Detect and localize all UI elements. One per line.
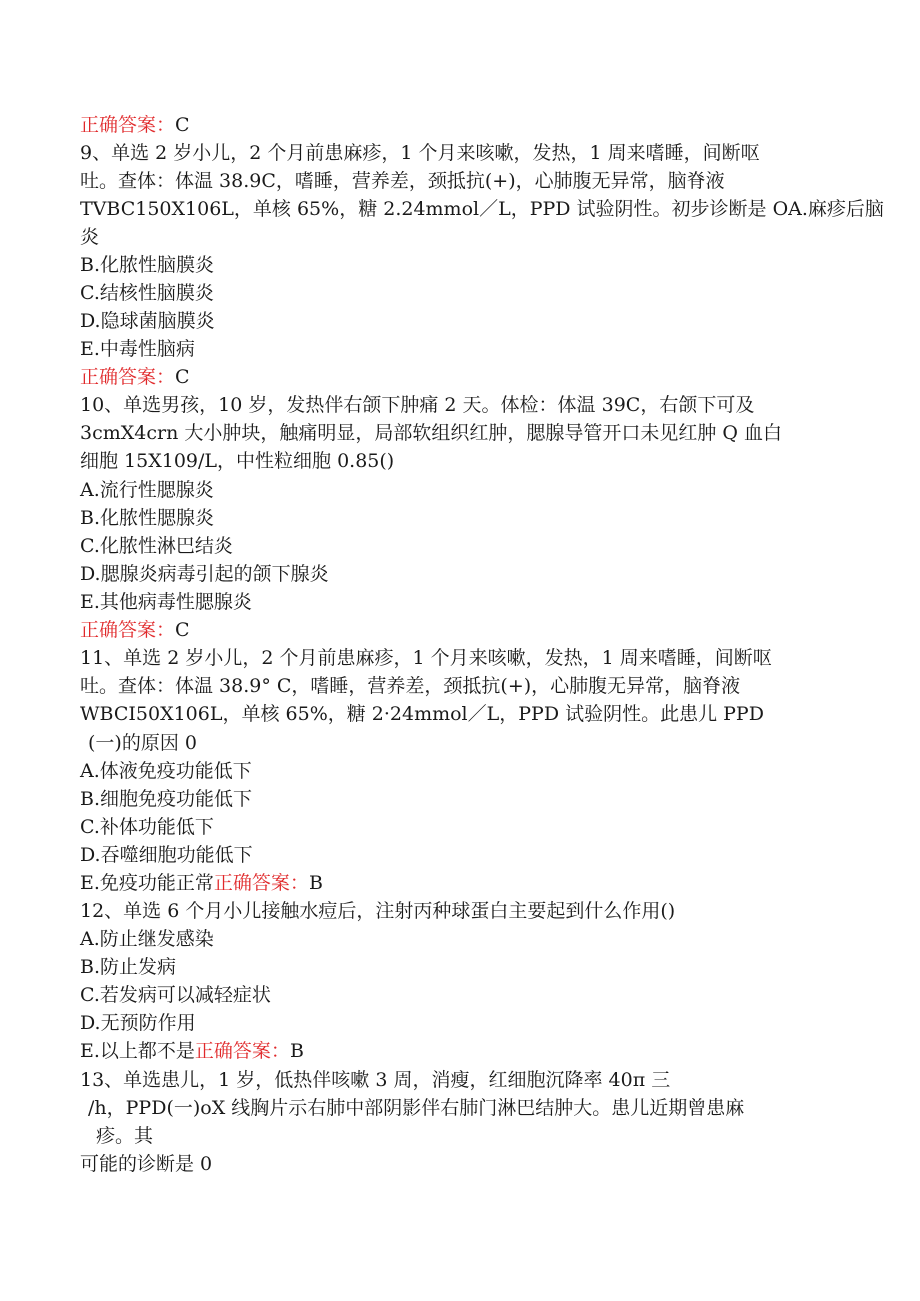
answer-value: B: [289, 1040, 304, 1062]
option-a: A.流行性腮腺炎: [80, 479, 214, 501]
answer-label: 正确答案：: [213, 872, 309, 894]
option-e: E.其他病毒性腮腺炎: [80, 591, 252, 613]
option-b: B.细胞免疫功能低下: [80, 788, 253, 810]
option-b: B.化脓性脑膜炎: [80, 254, 215, 276]
option-d: D.腮腺炎病毒引起的颌下腺炎: [80, 563, 329, 585]
option-b: B.防止发病: [80, 956, 177, 978]
answer-label: 正确答案：: [80, 366, 176, 388]
question-text: 细胞 15X109/L，中性粒细胞 0.85(): [80, 450, 395, 472]
question-text: 吐。查体：体温 38.9° C，嗜睡，营养差，颈抵抗(+)，心肺腹无异常，脑脊液: [80, 675, 741, 697]
option-d: D.隐球菌脑膜炎: [80, 310, 215, 332]
option-d: D.无预防作用: [80, 1012, 196, 1034]
question-text: 11、单选 2 岁小儿，2 个月前患麻疹，1 个月来咳嗽，发热，1 周来嗜睡，间断呕: [80, 647, 772, 669]
answer-label: 正确答案：: [80, 114, 176, 136]
question-text: 疹。其: [96, 1125, 154, 1147]
option-a: A.防止继发感染: [80, 928, 214, 950]
question-text: /h，PPD(一)oX 线胸片示右肺中部阴影伴右肺门淋巴结肿大。患儿近期曾患麻: [88, 1097, 745, 1119]
option-e-with-answer: [80, 1039, 304, 1063]
option-d: D.吞噬细胞功能低下: [80, 844, 253, 866]
question-text: 3cmX4crn 大小肿块，触痛明显，局部软组织红肿，腮腺导管开口未见红肿 Q 血白: [80, 422, 783, 444]
question-text: TVBC150X106L，单核 65%，糖 2.24mmol／L，PPD 试验阴性。初步诊断是 OA.麻疹后脑: [80, 198, 884, 220]
answer-line: [80, 365, 190, 389]
option-e: E.中毒性脑病: [80, 338, 195, 360]
answer-label: 正确答案：: [80, 619, 176, 641]
option-e-with-answer: [80, 871, 323, 895]
question-text: 12、单选 6 个月小儿接触水痘后，注射丙种球蛋白主要起到什么作用(): [80, 900, 676, 922]
answer-label: 正确答案：: [194, 1040, 290, 1062]
question-text: (一)的原因 0: [88, 732, 197, 754]
answer-value: B: [308, 872, 323, 894]
option-e: E.以上都不是: [80, 1040, 195, 1062]
question-text: 9、单选 2 岁小儿，2 个月前患麻疹，1 个月来咳嗽，发热，1 周来嗜睡，间断呕: [80, 142, 760, 164]
option-c: C.化脓性淋巴结炎: [80, 535, 233, 557]
answer-value: C: [175, 619, 190, 641]
option-b: B.化脓性腮腺炎: [80, 507, 215, 529]
option-c: C.结核性脑膜炎: [80, 282, 214, 304]
question-text: 可能的诊断是 0: [80, 1153, 213, 1175]
question-text: 10、单选男孩，10 岁，发热伴右颌下肿痛 2 天。体检：体温 39C，右颌下可及: [80, 394, 755, 416]
question-text: 13、单选患儿，1 岁，低热伴咳嗽 3 周，消瘦，红细胞沉降率 40π 三: [80, 1069, 671, 1091]
option-e: E.免疫功能正常: [80, 872, 214, 894]
answer-value: C: [175, 366, 190, 388]
answer-line: [80, 618, 190, 642]
answer-value: C: [175, 114, 190, 136]
question-text: WBCI50X106L，单核 65%，糖 2·24mmol／L，PPD 试验阴性。此患儿 PPD: [80, 703, 764, 725]
answer-line: [80, 113, 190, 137]
question-text: 炎: [80, 226, 100, 248]
option-a: A.体液免疫功能低下: [80, 760, 252, 782]
option-c: C.补体功能低下: [80, 816, 214, 838]
question-text: 吐。查体：体温 38.9C，嗜睡，营养差，颈抵抗(+)，心肺腹无异常，脑脊液: [80, 170, 725, 192]
option-c: C.若发病可以减轻症状: [80, 984, 271, 1006]
